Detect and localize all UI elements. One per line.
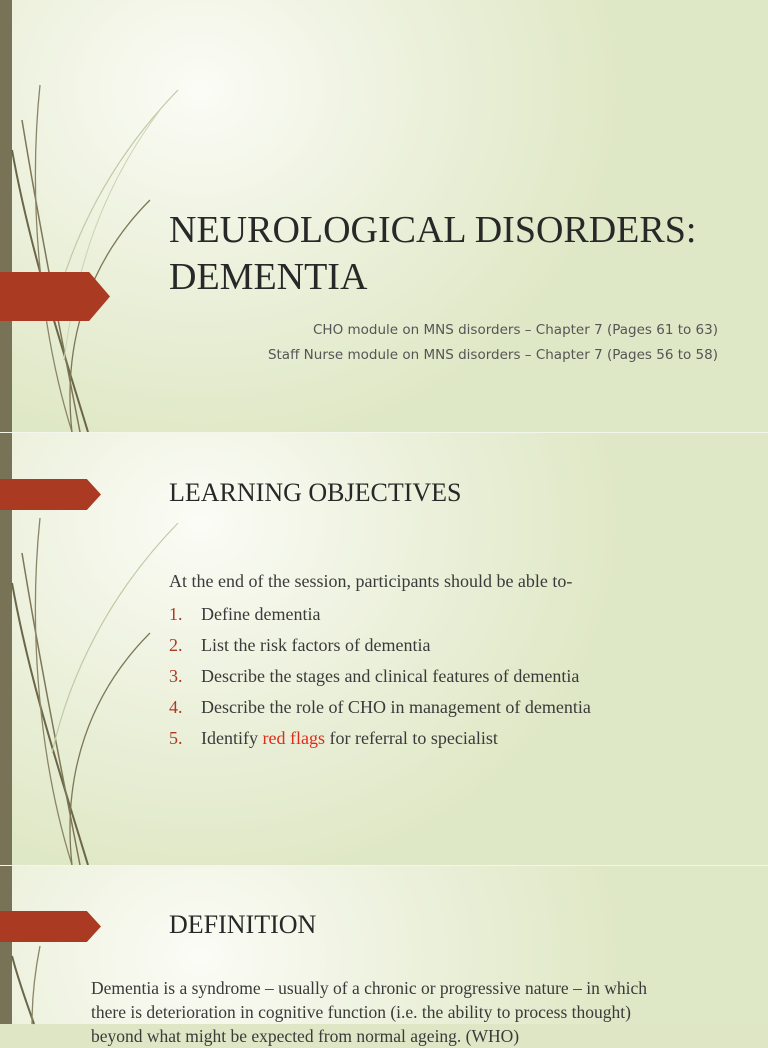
item-number: 2. — [169, 635, 183, 655]
slide-heading: LEARNING OBJECTIVES — [169, 478, 462, 507]
item-text: Describe the stages and clinical features of dementia — [201, 666, 580, 686]
objective-item — [169, 692, 591, 723]
objective-item — [169, 723, 591, 754]
item-text: Describe the role of CHO in management of dementia — [201, 697, 591, 717]
item-text-before: Identify — [201, 728, 263, 748]
slide-heading: DEFINITION — [169, 910, 317, 939]
learning-objectives-slide — [0, 433, 768, 865]
item-text: List the risk factors of dementia — [201, 635, 431, 655]
subtitle-line-1: CHO module on MNS disorders – Chapter 7 (Pages 61 to 63) — [313, 322, 718, 338]
objective-item — [169, 599, 591, 630]
item-number: 1. — [169, 604, 183, 624]
red-flags-highlight: red flags — [262, 728, 325, 748]
accent-arrow — [0, 479, 101, 510]
item-text: Define dementia — [201, 604, 321, 624]
slide-title — [169, 207, 696, 301]
title-line-2: DEMENTIA — [169, 256, 368, 298]
objective-item — [169, 630, 591, 661]
accent-arrow — [0, 272, 110, 321]
item-number: 3. — [169, 666, 183, 686]
slide-subtitle — [268, 318, 718, 368]
accent-arrow — [0, 911, 101, 942]
definition-slide — [0, 866, 768, 1046]
title-slide — [0, 0, 768, 432]
objective-item — [169, 661, 591, 692]
objectives-list — [169, 599, 591, 754]
objectives-intro: At the end of the session, participants should be able to- — [169, 571, 573, 591]
item-number: 5. — [169, 728, 183, 748]
definition-text: Dementia is a syndrome – usually of a chronic or progressive nature – in which there is deterioration in cognitive function (i.e. the ability to process thought) beyond what might be expected from normal ageing. (WHO) — [91, 978, 647, 1046]
item-text-after: for referral to specialist — [324, 728, 498, 748]
item-number: 4. — [169, 697, 183, 717]
subtitle-line-2: Staff Nurse module on MNS disorders – Chapter 7 (Pages 56 to 58) — [267, 347, 718, 363]
title-line-1: NEUROLOGICAL DISORDERS: — [169, 209, 697, 251]
